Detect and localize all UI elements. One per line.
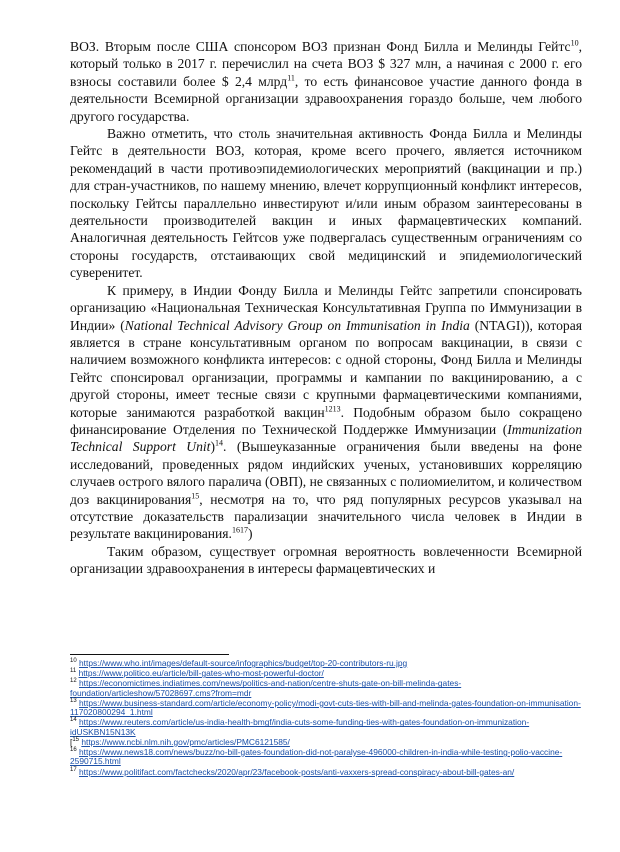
footnote xyxy=(70,679,582,698)
paragraph-3 xyxy=(70,282,582,543)
footnote-link[interactable]: https://www.politico.eu/article/bill-gates-who-most-powerful-doctor/ xyxy=(78,668,324,679)
footnote-number: 11 xyxy=(70,668,77,675)
footnote-number: 17 xyxy=(70,766,77,773)
footnote-ref-10[interactable]: 10 xyxy=(570,38,579,48)
footnote-link[interactable]: https://economictimes.indiatimes.com/news/politics-and-nation/centre-shuts-gate-on-bill-melinda-gates-foundation/articleshow/57028697.cms?from=mdr xyxy=(70,678,462,698)
footnote-number: 12 xyxy=(70,678,77,685)
paragraph-2: Важно отметить, что столь значительная активность Фонда Билла и Мелинды Гейтс в деятельности ВОЗ, которая, кроме всего прочего, является источником рекомендаций в части противоэпидемиологических мероприятий (вакцинации и пр.) для стран-участников, по нашему мнению, влечет коррупционный конфликт интересов, поскольку Гейтсы параллельно инвестируют и/или иным образом заинтересованы в деятельности производителей вакцин и иных фармацевтических компаний. Аналогичная деятельность Гейтсов уже подвергалась существенным ограничениям со стороны государств, отстаивающих свой медицинский и эпидемиологический суверенитет. xyxy=(70,126,582,281)
paragraph-3-italic-itsu: Immunization Technical Support Unit xyxy=(70,421,582,455)
footnote-ref-12-13[interactable]: 1213 xyxy=(324,404,341,413)
footnote-number: 13 xyxy=(70,698,77,705)
paragraph-3-text-e: . (Вышеуказанные ограничения были введены на фоне исследований, проведенных рядом индийских ученых, установивших корреляцию случаев острого вялого паралича (ОВП), не связанных с полиомиелитом, и количеством доз вакцинирования xyxy=(70,439,582,507)
footnote xyxy=(70,718,582,737)
footnote-number: 14 xyxy=(70,717,77,724)
footnote-link[interactable]: https://www.news18.com/news/buzz/no-bill-gates-foundation-did-not-paralyse-496000-children-in-india-while-testing-polio-vaccine-2590715.html xyxy=(70,747,563,767)
footnote-link[interactable]: https://www.politifact.com/factchecks/2020/apr/23/facebook-posts/anti-vaxxers-spread-conspiracy-about-bill-gates-an/ xyxy=(79,766,515,777)
footnote xyxy=(70,748,582,767)
footnote-link[interactable]: https://www.ncbi.nlm.nih.gov/pmc/articles/PMC6121585/ xyxy=(81,736,290,747)
paragraph-3-text-a: К примеру, в Индии Фонду Билла и Мелинды Гейтс запретили спонсировать организацию «Национальная Техническая Консультативная Группа по Иммунизации в Индии» ( xyxy=(70,282,582,333)
footnote-separator xyxy=(70,654,229,655)
footnote xyxy=(70,699,582,718)
paragraph-1-text-c: , то есть финансовое участие данного фонда в деятельности Всемирной организации здравоохранения гораздо больше, чем любого другого государства. xyxy=(70,73,583,124)
footnote-ref-16-17[interactable]: 1617 xyxy=(231,525,248,535)
document-page xyxy=(70,38,582,578)
footnote xyxy=(70,738,582,747)
paragraph-3-text-b: (NTAGI)), которая является в стране консультативным органом по вопросам вакцинации, в связи с наличием возможного конфликта интересов: с одной стороны, Фонд Билла и Мелинды Гейтс спонсировал организации, программы и кампании по вакцинированию, а с другой стороны, имеет тесные связи с крупными фармацевтическими компаниями, которые занимаются разработкой вакцин xyxy=(70,317,582,420)
footnote-ref-14[interactable]: 14 xyxy=(215,438,223,448)
paragraph-4: Таким образом, существует огромная вероятность вовлеченности Всемирной организации здравоохранения в интересы фармацевтических и xyxy=(70,543,582,577)
footnote xyxy=(70,768,582,777)
paragraph-3-text-d: ) xyxy=(210,439,215,455)
paragraph-1-text-a: ВОЗ. Вторым после США спонсором ВОЗ признан Фонд Билла и Мелинды Гейтс xyxy=(70,39,571,54)
footnote-ref-15[interactable]: 15 xyxy=(191,491,200,501)
footnote-prefix: [ xyxy=(70,736,73,747)
footnotes xyxy=(70,659,582,778)
footnote-number: 16 xyxy=(70,747,77,754)
footnote-link[interactable]: https://www.who.int/images/default-source/infographics/budget/top-20-contributors-ru.jpg xyxy=(79,658,408,668)
footnote xyxy=(70,669,582,678)
footnote-ref-11[interactable]: 11 xyxy=(287,73,295,83)
paragraph-3-italic-ntagi: National Technical Advisory Group on Immunisation in India xyxy=(124,317,470,333)
footnote-link[interactable]: https://www.reuters.com/article/us-india-health-bmgf/india-cuts-some-funding-ties-with-gates-foundation-on-immunization-idUSKBN15N13K xyxy=(70,717,530,737)
footnote-number: 15 xyxy=(72,737,80,744)
paragraph-3-text-g: ) xyxy=(247,526,253,542)
paragraph-1 xyxy=(70,38,582,125)
footnote xyxy=(70,659,582,668)
footnote-number: 10 xyxy=(70,658,77,665)
paragraph-3-text-f: , несмотря на то, что ряд популярных ресурсов указывал на отсутствие доказательств парализации значительного числа человек в Индии в результате вакцинирования. xyxy=(70,491,582,542)
paragraph-1-text-b: , который только в 2017 г. перечислил на счета ВОЗ $ 327 млн, а начиная с 2000 г. его взносы составили более $ 2,4 млрд xyxy=(70,39,582,89)
paragraph-3-text-c: . Подобным образом было сокращено финансирование Отделения по Технической Поддержке Иммунизации ( xyxy=(70,404,583,437)
footnote-link[interactable]: https://www.business-standard.com/article/economy-policy/modi-govt-cuts-ties-with-bill-and-melinda-gates-foundation-on-immunisation-117020800294_1.html xyxy=(70,697,581,718)
